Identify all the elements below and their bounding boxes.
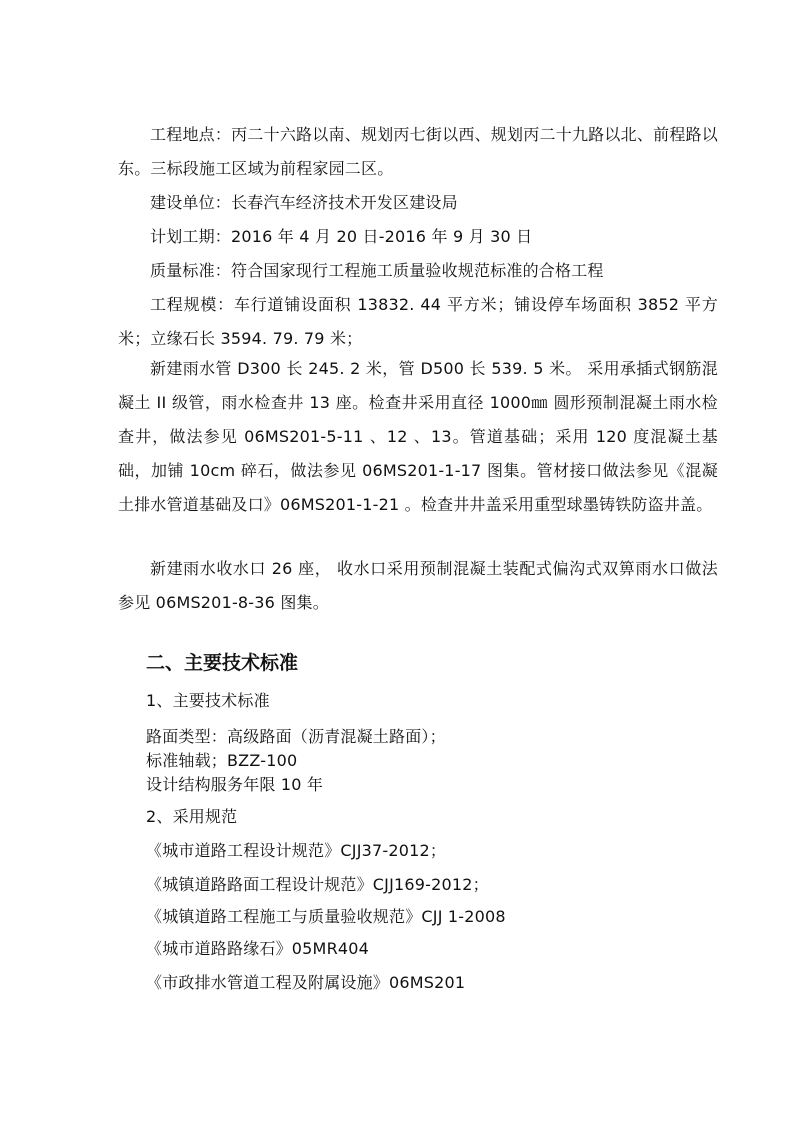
spec-item: 《城镇道路工程施工与质量验收规范》CJJ 1-2008 xyxy=(146,907,506,926)
design-service-life: 设计结构服务年限 10 年 xyxy=(146,775,324,794)
spec-item: 《市政排水管道工程及附属设施》06MS201 xyxy=(146,973,466,992)
spec-item: 《城市道路路缘石》05MR404 xyxy=(146,939,370,958)
rain-inlet-description: 新建雨水收水口 26 座， 收水口采用预制混凝土装配式偏沟式双箅雨水口做法参见 06MS201-8-36 图集。 xyxy=(118,559,718,612)
standard-axle-load: 标准轴载；BZZ-100 xyxy=(146,751,298,770)
section-heading-tech-standards: 二、主要技术标准 xyxy=(146,652,299,674)
subheading-specs: 2、采用规范 xyxy=(146,807,238,826)
construction-unit: 建设单位：长春汽车经济技术开发区建设局 xyxy=(150,193,458,212)
rain-pipe-description: 新建雨水管 D300 长 245. 2 米，管 D500 长 539. 5 米。 采用承插式钢筋混凝土 II 级管，雨水检查井 13 座。检查井采用直径 1000㎜ 圆形预制混凝土雨水检查井，做法参见 06MS201-5-11 、12 、13。管道基础；采用 120 度混凝土基础，加铺 10cm 碎石，做法参见 06MS201-1-17 图集。管材接口做法参见《混凝土排水管道基础及口》06MS201-1-21 。检查井井盖采用重型球墨铸铁防盗井盖。 xyxy=(118,359,718,514)
spec-item: 《城镇道路路面工程设计规范》CJJ169-2012； xyxy=(146,875,489,894)
subheading-main-standards: 1、主要技术标准 xyxy=(146,691,270,710)
planned-schedule: 计划工期：2016 年 4 月 20 日-2016 年 9 月 30 日 xyxy=(150,227,533,246)
quality-standard: 质量标准：符合国家现行工程施工质量验收规范标准的合格工程 xyxy=(150,261,604,280)
project-location: 工程地点：丙二十六路以南、规划丙七街以西、规划丙二十九路以北、前程路以东。三标段施工区域为前程家园二区。 xyxy=(118,125,718,178)
pavement-type: 路面类型：高级路面（沥青混凝土路面）； xyxy=(146,727,446,746)
project-scale: 工程规模：车行道铺设面积 13832. 44 平方米；铺设停车场面积 3852 平方米；立缘石长 3594. 79. 79 米； xyxy=(118,295,718,348)
spec-item: 《城市道路工程设计规范》CJJ37-2012； xyxy=(146,841,447,860)
